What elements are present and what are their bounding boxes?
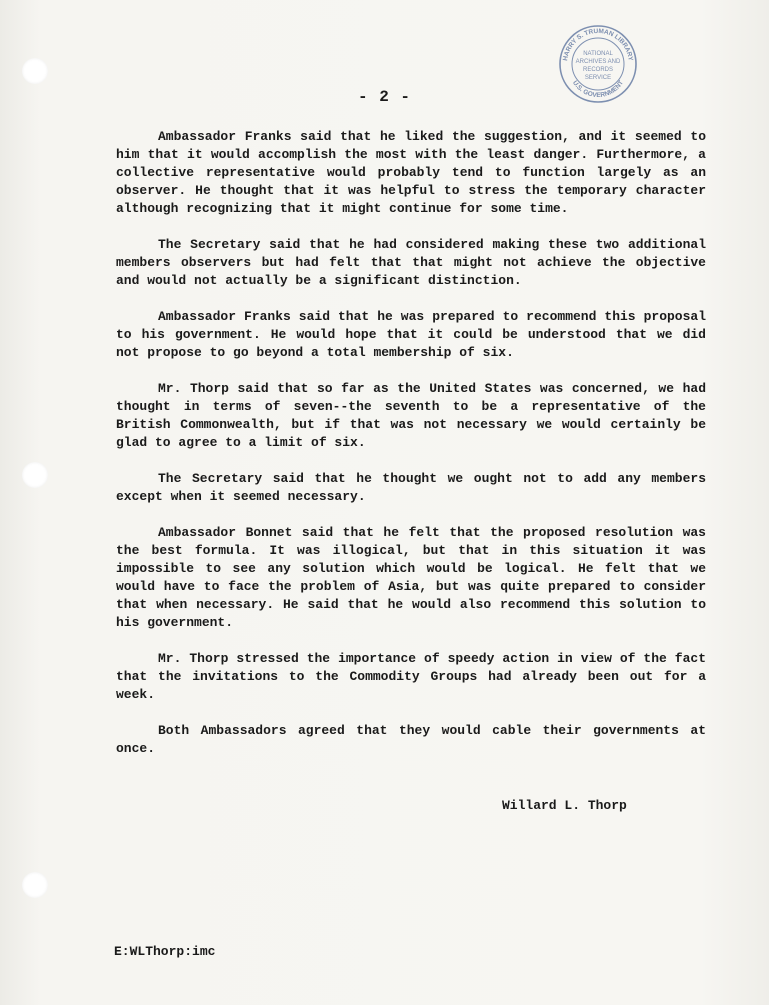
stamp-arc-top: HARRY S. TRUMAN LIBRARY [562,27,634,62]
paragraph-franks-suggestion: Ambassador Franks said that he liked the suggestion, and it seemed to him that it would accomplish the most with the least danger. Furthermore, a collective representative would probably tend to function largely as an observer. He thought that it was helpful to stress the temporary character although recognizing that it might continue for some time. [116,129,706,216]
stamp-line-2: ARCHIVES AND [575,59,621,65]
stamp-line-4: SERVICE [584,75,612,81]
paragraph-secretary-members: The Secretary said that he thought we ought not to add any members except when it seemed necessary. [116,471,706,504]
page-number: - 2 - [357,88,411,106]
paragraph-bonnet-formula: Ambassador Bonnet said that he felt that the proposed resolution was the best formula. It was illogical, but that in this situation it was impossible to see any solution which would be logical. He felt that we would have to face the problem of Asia, but was quite prepared to consider that when necessary. He said that he would also recommend this solution to his government. [116,525,706,630]
signature: Willard L. Thorp [502,798,627,813]
memo-body [116,128,706,776]
paragraph-franks-recommend: Ambassador Franks said that he was prepared to recommend this proposal to his government. He would hope that it could be understood that we did not propose to go beyond a total membership of six. [116,309,706,360]
paragraph-thorp-speedy-action: Mr. Thorp stressed the importance of speedy action in view of the fact that the invitations to the Commodity Groups had already been out for a week. [116,651,706,702]
stamp-line-1: NATIONAL [583,51,613,57]
stamp-line-3: RECORDS [582,67,614,73]
punch-hole [22,58,48,84]
punch-hole [22,872,48,898]
paragraph-thorp-seven: Mr. Thorp said that so far as the United States was concerned, we had thought in terms of seven--the seventh to be a representative of the British Commonwealth, but if that was not necessary we would certainly be glad to agree to a limit of six. [116,381,706,450]
punch-hole [22,462,48,488]
reference-initials: E:WLThorp:imc [114,944,216,959]
paragraph-secretary-observers: The Secretary said that he had considered making these two additional members observers but had felt that that might not achieve the objective and would not actually be a significant distinction. [116,237,706,288]
paragraph-ambassadors-cable: Both Ambassadors agreed that they would cable their governments at once. [116,723,706,756]
stamp-arc-bottom: U.S. GOVERNMENT [571,79,625,100]
